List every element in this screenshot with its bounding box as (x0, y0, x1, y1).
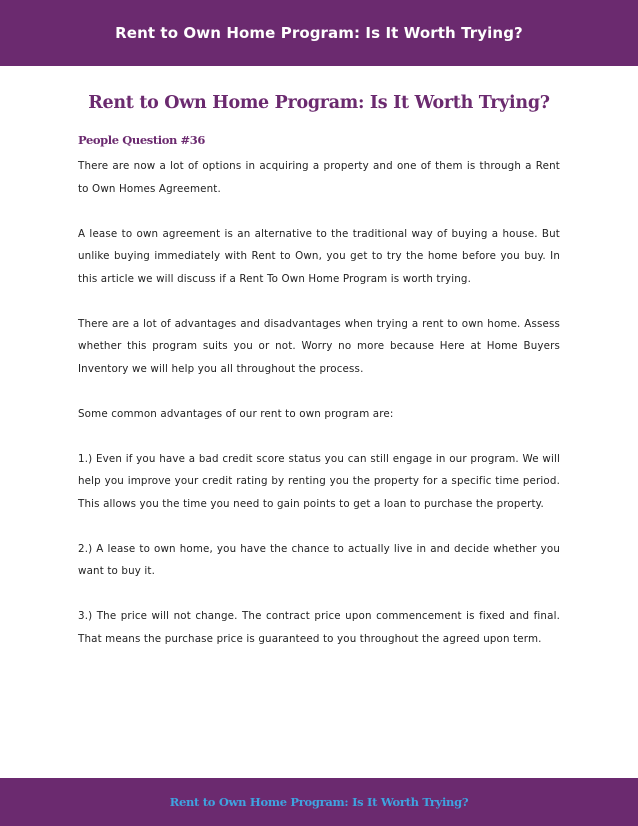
list-item: 3.) The price will not change. The contract price upon commencement is fixed and final. That means the purchase price is guaranteed to you throughout the agreed upon term. (78, 610, 560, 645)
footer-title: Rent to Own Home Program: Is It Worth Trying? (169, 795, 469, 809)
question-subheading: People Question #36 (78, 133, 205, 147)
header-bar (0, 0, 638, 66)
paragraph: There are now a lot of options in acquiring a property and one of them is through a Rent to Own Homes Agreement. (78, 160, 560, 195)
paragraph: There are a lot of advantages and disadvantages when trying a rent to own home. Assess whether this program suits you or not. Worry no more because Here at Home Buyers Inventory we will help you all throughout the process. (78, 317, 560, 375)
header-title: Rent to Own Home Program: Is It Worth Trying? (115, 24, 523, 42)
paragraph: A lease to own agreement is an alternative to the traditional way of buying a house. But unlike buying immediately with Rent to Own, you get to try the home before you buy. In this article we will discuss if a Rent To Own Home Program is worth trying. (78, 227, 560, 285)
list-item: 2.) A lease to own home, you have the chance to actually live in and decide whether you want to buy it. (78, 542, 560, 577)
list-item: 1.) Even if you have a bad credit score status you can still engage in our program. We will help you improve your credit rating by renting you the property for a specific time period. This allows you the time you need to gain points to get a loan to purchase the property. (78, 452, 560, 510)
document-title: Rent to Own Home Program: Is It Worth Trying? (88, 93, 550, 113)
paragraph: Some common advantages of our rent to own program are: (78, 407, 394, 420)
footer-bar (0, 778, 638, 826)
article-body (78, 155, 560, 673)
